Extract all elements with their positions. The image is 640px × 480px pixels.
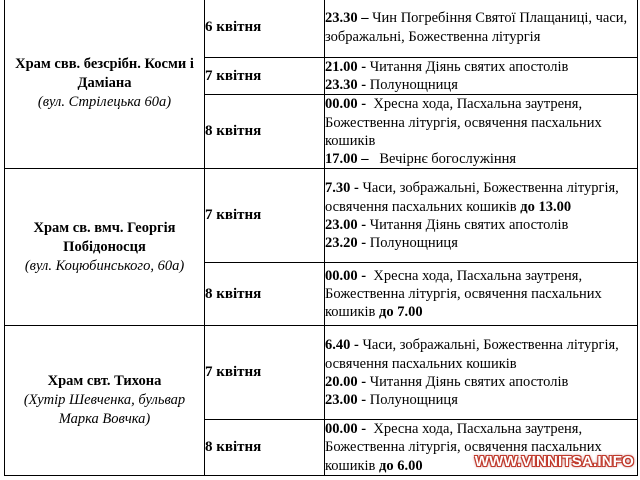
event-item	[325, 76, 637, 94]
event-text: Хресна хода, Пасхальна заутреня, Божественна літургія, освячення пасхальних кошиків	[325, 96, 606, 149]
event-time: 23.00 -	[325, 216, 367, 233]
event-time: 21.00 -	[325, 59, 367, 75]
event-text: Часи, зображальні, Божественна літургія, освячення пасхальних кошиків	[325, 180, 623, 215]
event-item	[325, 391, 637, 409]
date-cell: 6 квітня	[205, 0, 325, 58]
event-item	[325, 58, 637, 76]
event-deadline: до 13.00	[520, 198, 572, 215]
event-time: 23.20 -	[325, 234, 367, 251]
events-cell	[325, 95, 638, 169]
events-cell	[325, 169, 638, 263]
date-cell: 7 квітня	[205, 326, 325, 420]
event-deadline: до 6.00	[379, 457, 423, 474]
event-time: 23.00 -	[325, 391, 367, 408]
event-time: 20.00 -	[325, 373, 367, 390]
event-text: Полунощниця	[366, 234, 458, 251]
event-item	[325, 336, 637, 372]
date-cell: 7 квітня	[205, 169, 325, 263]
event-text: Хресна хода, Пасхальна заутреня, Божественна літургія, освячення пасхальних кошиків	[325, 421, 606, 474]
event-time: 00.00 -	[325, 421, 367, 438]
church-cell	[5, 0, 205, 169]
event-item	[325, 373, 637, 391]
event-time: 6.40 -	[325, 337, 359, 354]
schedule-table	[4, 0, 638, 476]
events-cell	[325, 263, 638, 326]
event-text: Вечірнє богослужіння	[368, 151, 517, 168]
date-cell: 7 квітня	[205, 58, 325, 95]
event-item	[325, 95, 637, 150]
watermark: WWW.VINNITSA.INFO	[474, 453, 634, 470]
event-item	[325, 179, 637, 215]
church-address: (вул. Стрілецька 60а)	[37, 93, 172, 110]
date-cell: 8 квітня	[205, 263, 325, 326]
church-name: Храм св. вмч. Георгія Побідоносця	[33, 219, 176, 255]
church-cell	[5, 326, 205, 476]
date-cell: 8 квітня	[205, 95, 325, 169]
event-item	[325, 150, 637, 168]
event-time: 17.00 –	[325, 151, 369, 168]
church-name: Храм свт. Тихона	[47, 373, 162, 390]
events-cell	[325, 58, 638, 95]
event-text: Читання Діянь святих апостолів	[366, 216, 569, 233]
event-text: Читання Діянь святих апостолів	[366, 59, 569, 75]
schedule-row	[5, 326, 638, 420]
event-text: Полунощниця	[366, 77, 458, 94]
event-item	[325, 234, 637, 252]
event-text: Чин Погребіння Святої Плащаниці, часи, зображальні, Божественна літургія	[325, 10, 631, 45]
date-cell: 8 квітня	[205, 420, 325, 476]
church-address: (вул. Коцюбинського, 60а)	[24, 257, 185, 274]
event-item	[325, 9, 637, 45]
event-time: 23.30 –	[325, 10, 369, 27]
event-time: 7.30 -	[325, 180, 359, 197]
church-cell	[5, 169, 205, 326]
event-text: Хресна хода, Пасхальна заутреня, Божественна літургія, освячення пасхальних кошиків	[325, 267, 606, 321]
church-address: (Хутір Шевченка, бульвар Марка Вовчка)	[23, 392, 186, 428]
event-time: 00.00 -	[325, 267, 367, 284]
church-name: Храм свв. безсрібн. Косми і Даміана	[15, 55, 194, 91]
schedule-row	[5, 0, 638, 58]
events-cell	[325, 0, 638, 58]
event-text: Полунощниця	[366, 391, 458, 408]
event-time: 23.30 -	[325, 77, 367, 94]
schedule-row	[5, 169, 638, 263]
event-text: Часи, зображальні, Божественна літургія, освячення пасхальних кошиків	[325, 337, 623, 372]
events-cell	[325, 326, 638, 420]
event-item	[325, 216, 637, 234]
event-text: Читання Діянь святих апостолів	[366, 373, 569, 390]
event-time: 00.00 -	[325, 96, 367, 113]
event-deadline: до 7.00	[379, 304, 423, 321]
event-item	[325, 267, 637, 322]
